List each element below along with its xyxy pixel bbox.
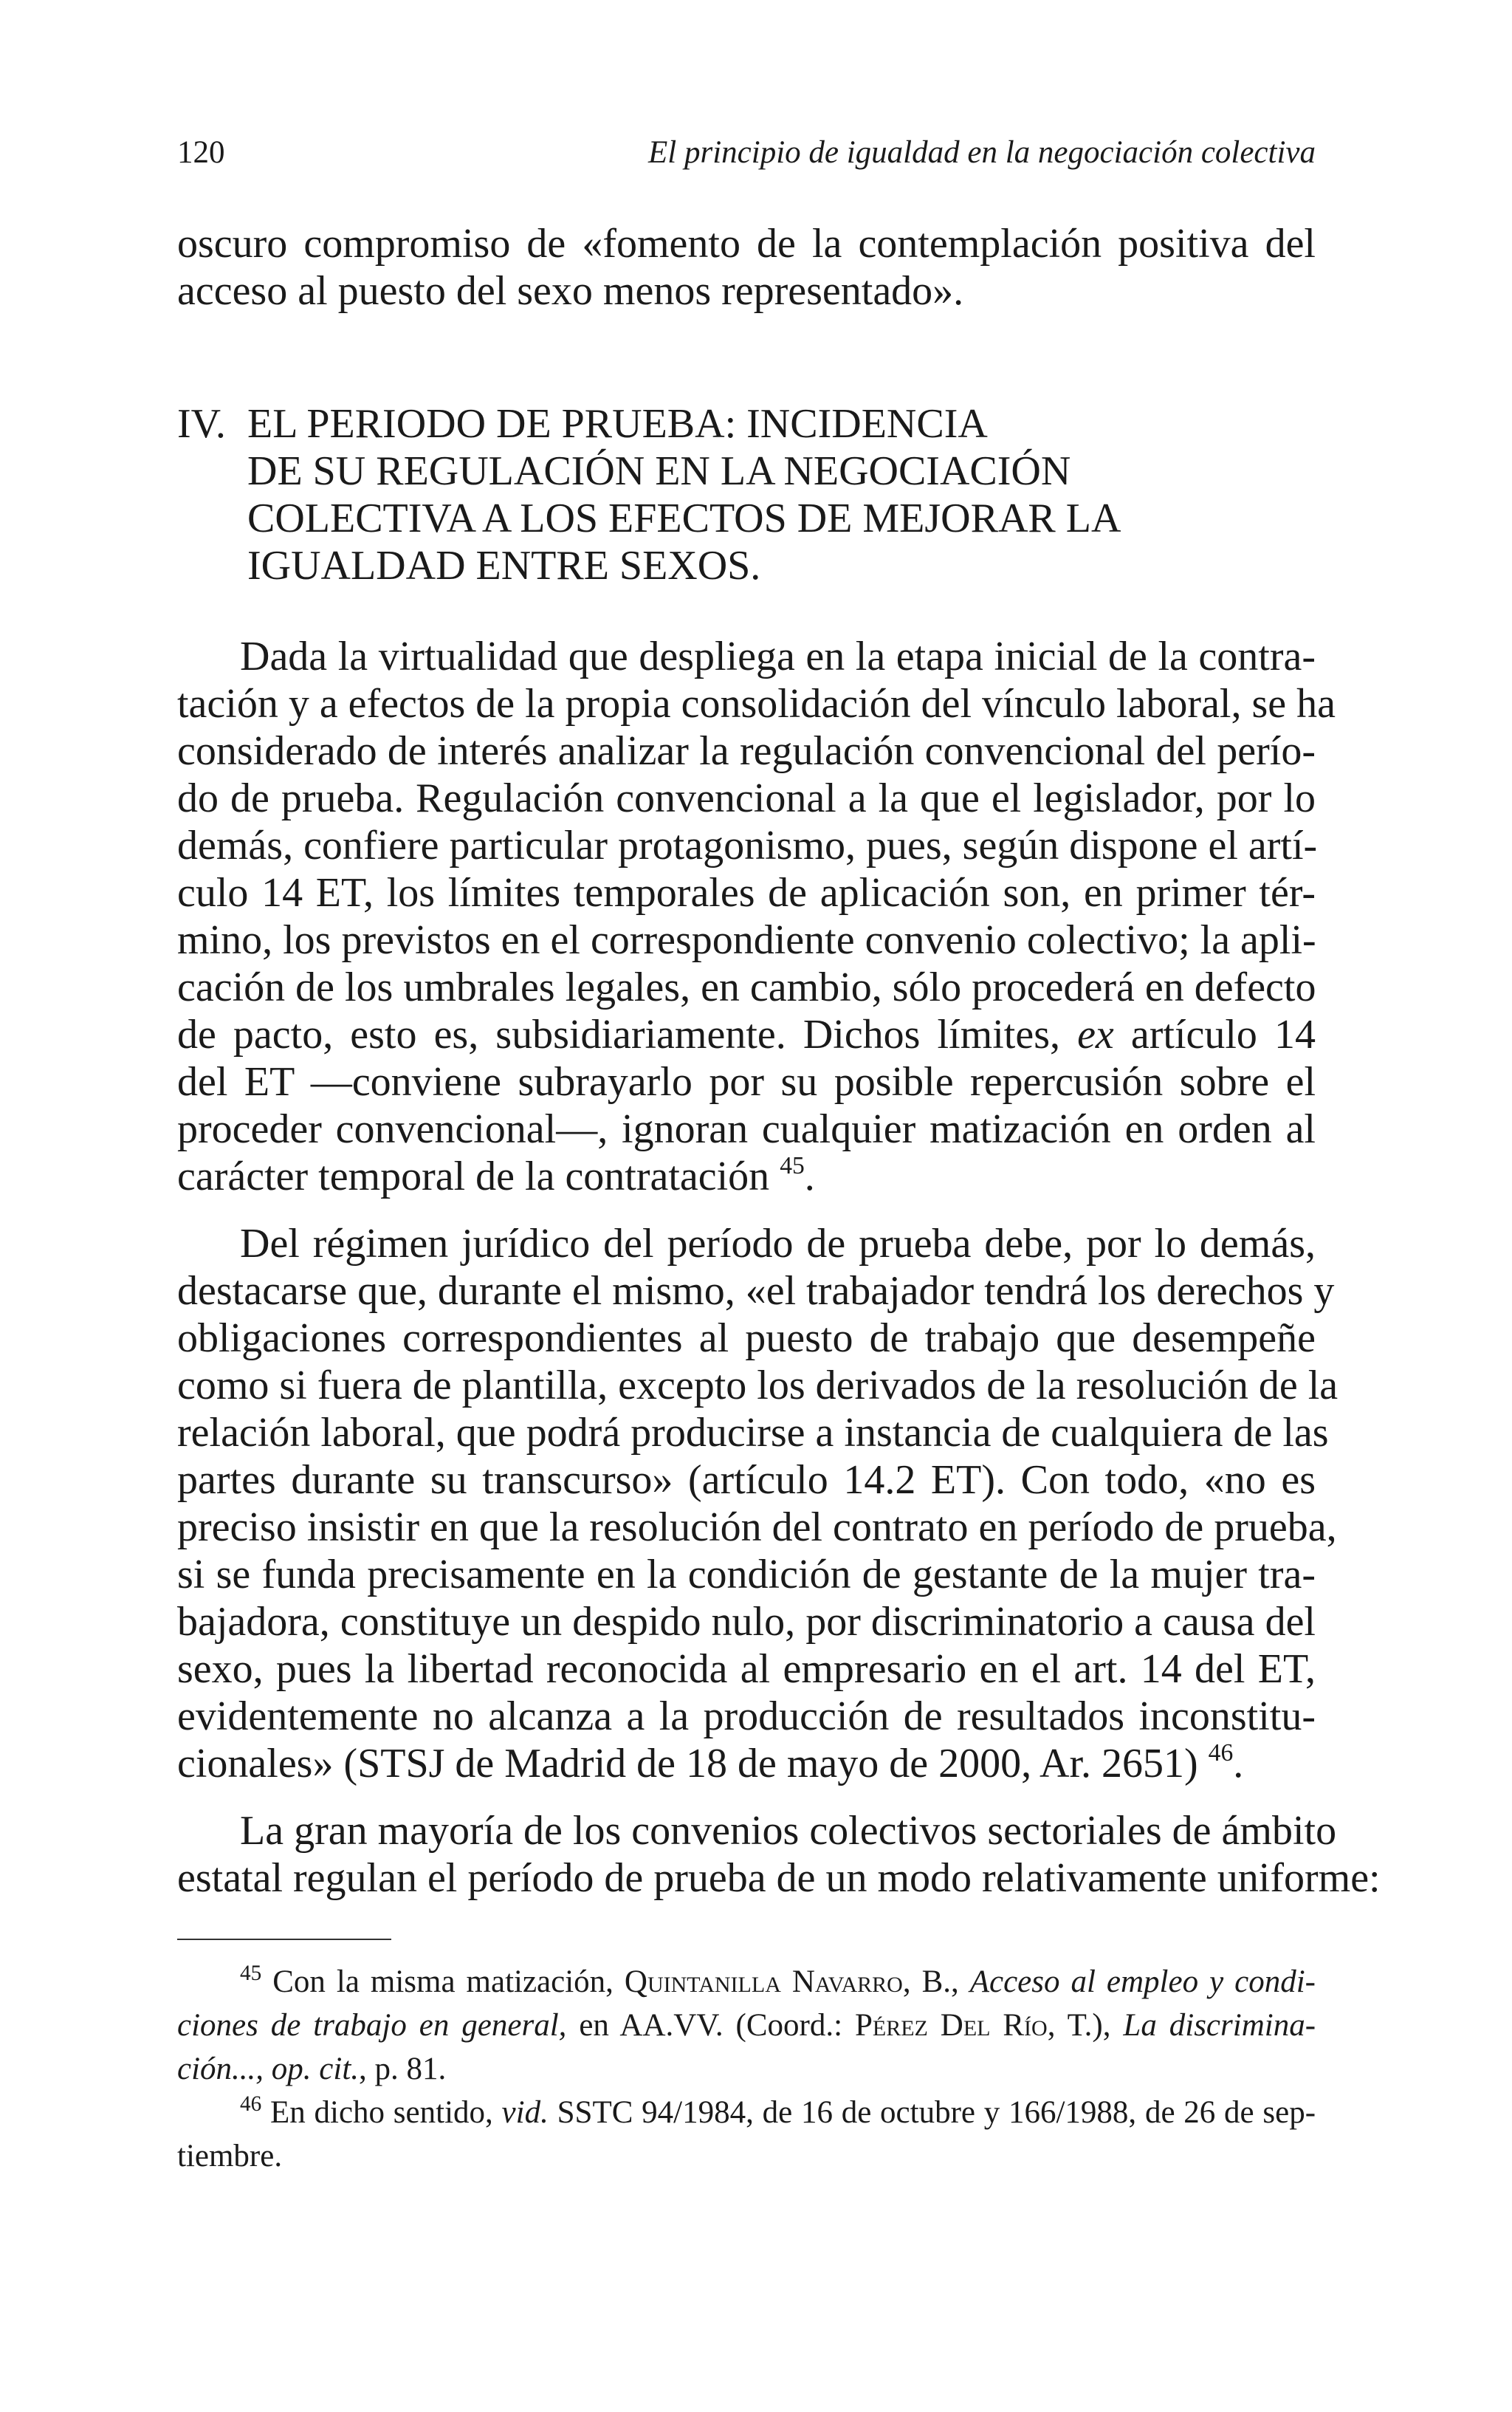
p2-line: obligaciones correspondientes al puesto de trabajo que desempeñe xyxy=(177,1315,1316,1361)
p2-text: . xyxy=(1233,1741,1244,1786)
p2-line: como si fuera de plantilla, excepto los derivados de la resolución de la xyxy=(177,1363,1339,1408)
section-heading-line-1: EL PERIODO DE PRUEBA: INCIDENCIA xyxy=(247,401,988,447)
footnote-ref-46[interactable]: 46 xyxy=(1208,1739,1234,1767)
p1-text: de pacto, esto es, subsidiariamente. Dichos límites, xyxy=(177,1012,1060,1058)
p1-line: culo 14 ET, los límites temporales de aplicación son, en primer tér- xyxy=(177,870,1316,916)
p3-line: estatal regulan el período de prueba de un modo relativamente uniforme: xyxy=(177,1855,1381,1901)
p1-line xyxy=(177,1153,1316,1200)
footnote-title: ción..., op. cit. xyxy=(177,2052,360,2086)
p2-line: si se funda precisamente en la condición de gestante de la mujer tra- xyxy=(177,1552,1316,1597)
footnote-45-line-2 xyxy=(177,2004,1316,2047)
p2-line: evidentemente no alcanza a la producción de resultados inconstitu- xyxy=(177,1693,1316,1739)
footnote-text: Con la misma matización, xyxy=(272,1964,614,1999)
p2-line: Del régimen jurídico del período de prueba debe, por lo demás, xyxy=(240,1221,1316,1267)
footnote-text: SSTC 94/1984, de 16 de octubre y 166/1988, de 26 de sep- xyxy=(557,2095,1316,2130)
p1-text: carácter temporal de la contratación xyxy=(177,1154,770,1199)
footnote-vid: vid. xyxy=(501,2095,549,2130)
footnote-title: Acceso al empleo y condi- xyxy=(969,1964,1316,1999)
p2-line xyxy=(177,1740,1316,1787)
intro-line-1: oscuro compromiso de «fomento de la contemplación positiva del xyxy=(177,221,1316,267)
intro-line-2: acceso al puesto del sexo menos representado». xyxy=(177,268,964,314)
latin-term-ex: ex xyxy=(1077,1012,1114,1058)
footnote-number: 45 xyxy=(240,1961,262,1985)
section-heading-line-4: IGUALDAD ENTRE SEXOS. xyxy=(247,543,761,589)
footnote-text: , p. 81. xyxy=(359,2052,447,2086)
footnote-coordinator: Pérez Del Río xyxy=(854,2008,1048,2043)
p1-line: mino, los previstos en el correspondiente convenio colectivo; la apli- xyxy=(177,917,1316,963)
p1-line xyxy=(177,1011,1316,1058)
p2-text: cionales» (STSJ de Madrid de 18 de mayo de 2000, Ar. 2651) xyxy=(177,1741,1198,1786)
p1-line: considerado de interés analizar la regulación convencional del perío- xyxy=(177,728,1316,774)
footnote-ref-45[interactable]: 45 xyxy=(780,1152,805,1180)
p1-line: proceder convencional—, ignoran cualquier matización en orden al xyxy=(177,1106,1316,1152)
footnote-46-line-2: tiembre. xyxy=(177,2139,283,2173)
footnote-45 xyxy=(240,1960,1316,2004)
footnote-46 xyxy=(240,2091,1316,2134)
p2-line: sexo, pues la libertad reconocida al empresario en el art. 14 del ET, xyxy=(177,1646,1316,1692)
p2-line: bajadora, constituye un despido nulo, por discriminatorio a causa del xyxy=(177,1599,1316,1645)
section-heading-line-2: DE SU REGULACIÓN EN LA NEGOCIACIÓN xyxy=(247,448,1071,494)
footnote-text: , B., xyxy=(902,1964,959,1999)
p2-line: destacarse que, durante el mismo, «el trabajador tendrá los derechos y xyxy=(177,1268,1335,1314)
p1-line: cación de los umbrales legales, en cambio, sólo procederá en defecto xyxy=(177,965,1316,1010)
section-heading-line-3: COLECTIVA A LOS EFECTOS DE MEJORAR LA xyxy=(247,496,1121,541)
p1-line: del ET —conviene subrayarlo por su posible repercusión sobre el xyxy=(177,1059,1316,1105)
section-numeral: IV. xyxy=(177,401,226,447)
p1-line: Dada la virtualidad que despliega en la etapa inicial de la contra- xyxy=(240,634,1316,679)
page-number: 120 xyxy=(177,135,225,170)
p2-line: partes durante su transcurso» (artículo 14.2 ET). Con todo, «no es xyxy=(177,1457,1316,1503)
footnote-separator xyxy=(177,1939,391,1940)
footnote-45-line-3 xyxy=(177,2047,1316,2091)
running-title: El principio de igualdad en la negociación colectiva xyxy=(648,135,1316,170)
p1-line: demás, confiere particular protagonismo, pues, según dispone el artí- xyxy=(177,823,1318,868)
footnote-author: Quintanilla Navarro xyxy=(624,1964,903,1999)
footnote-text: En dicho sentido, xyxy=(270,2095,493,2130)
p1-text: . xyxy=(804,1154,815,1199)
footnote-title: La discrimina- xyxy=(1123,2008,1316,2043)
footnote-text: en AA.VV. (Coord.: xyxy=(579,2008,843,2043)
p3-line: La gran mayoría de los convenios colectivos sectoriales de ámbito xyxy=(240,1808,1337,1854)
footnote-text: , T.), xyxy=(1047,2008,1111,2043)
p1-line: tación y a efectos de la propia consolidación del vínculo laboral, se ha xyxy=(177,681,1336,727)
p2-line: relación laboral, que podrá producirse a instancia de cualquiera de las xyxy=(177,1410,1329,1456)
footnote-title: ciones de trabajo en general, xyxy=(177,2008,567,2043)
p1-line: do de prueba. Regulación convencional a la que el legislador, por lo xyxy=(177,775,1316,821)
p2-line: preciso insistir en que la resolución del contrato en período de prueba, xyxy=(177,1504,1337,1550)
footnote-number: 46 xyxy=(240,2091,262,2116)
p1-text: artículo 14 xyxy=(1130,1012,1316,1058)
